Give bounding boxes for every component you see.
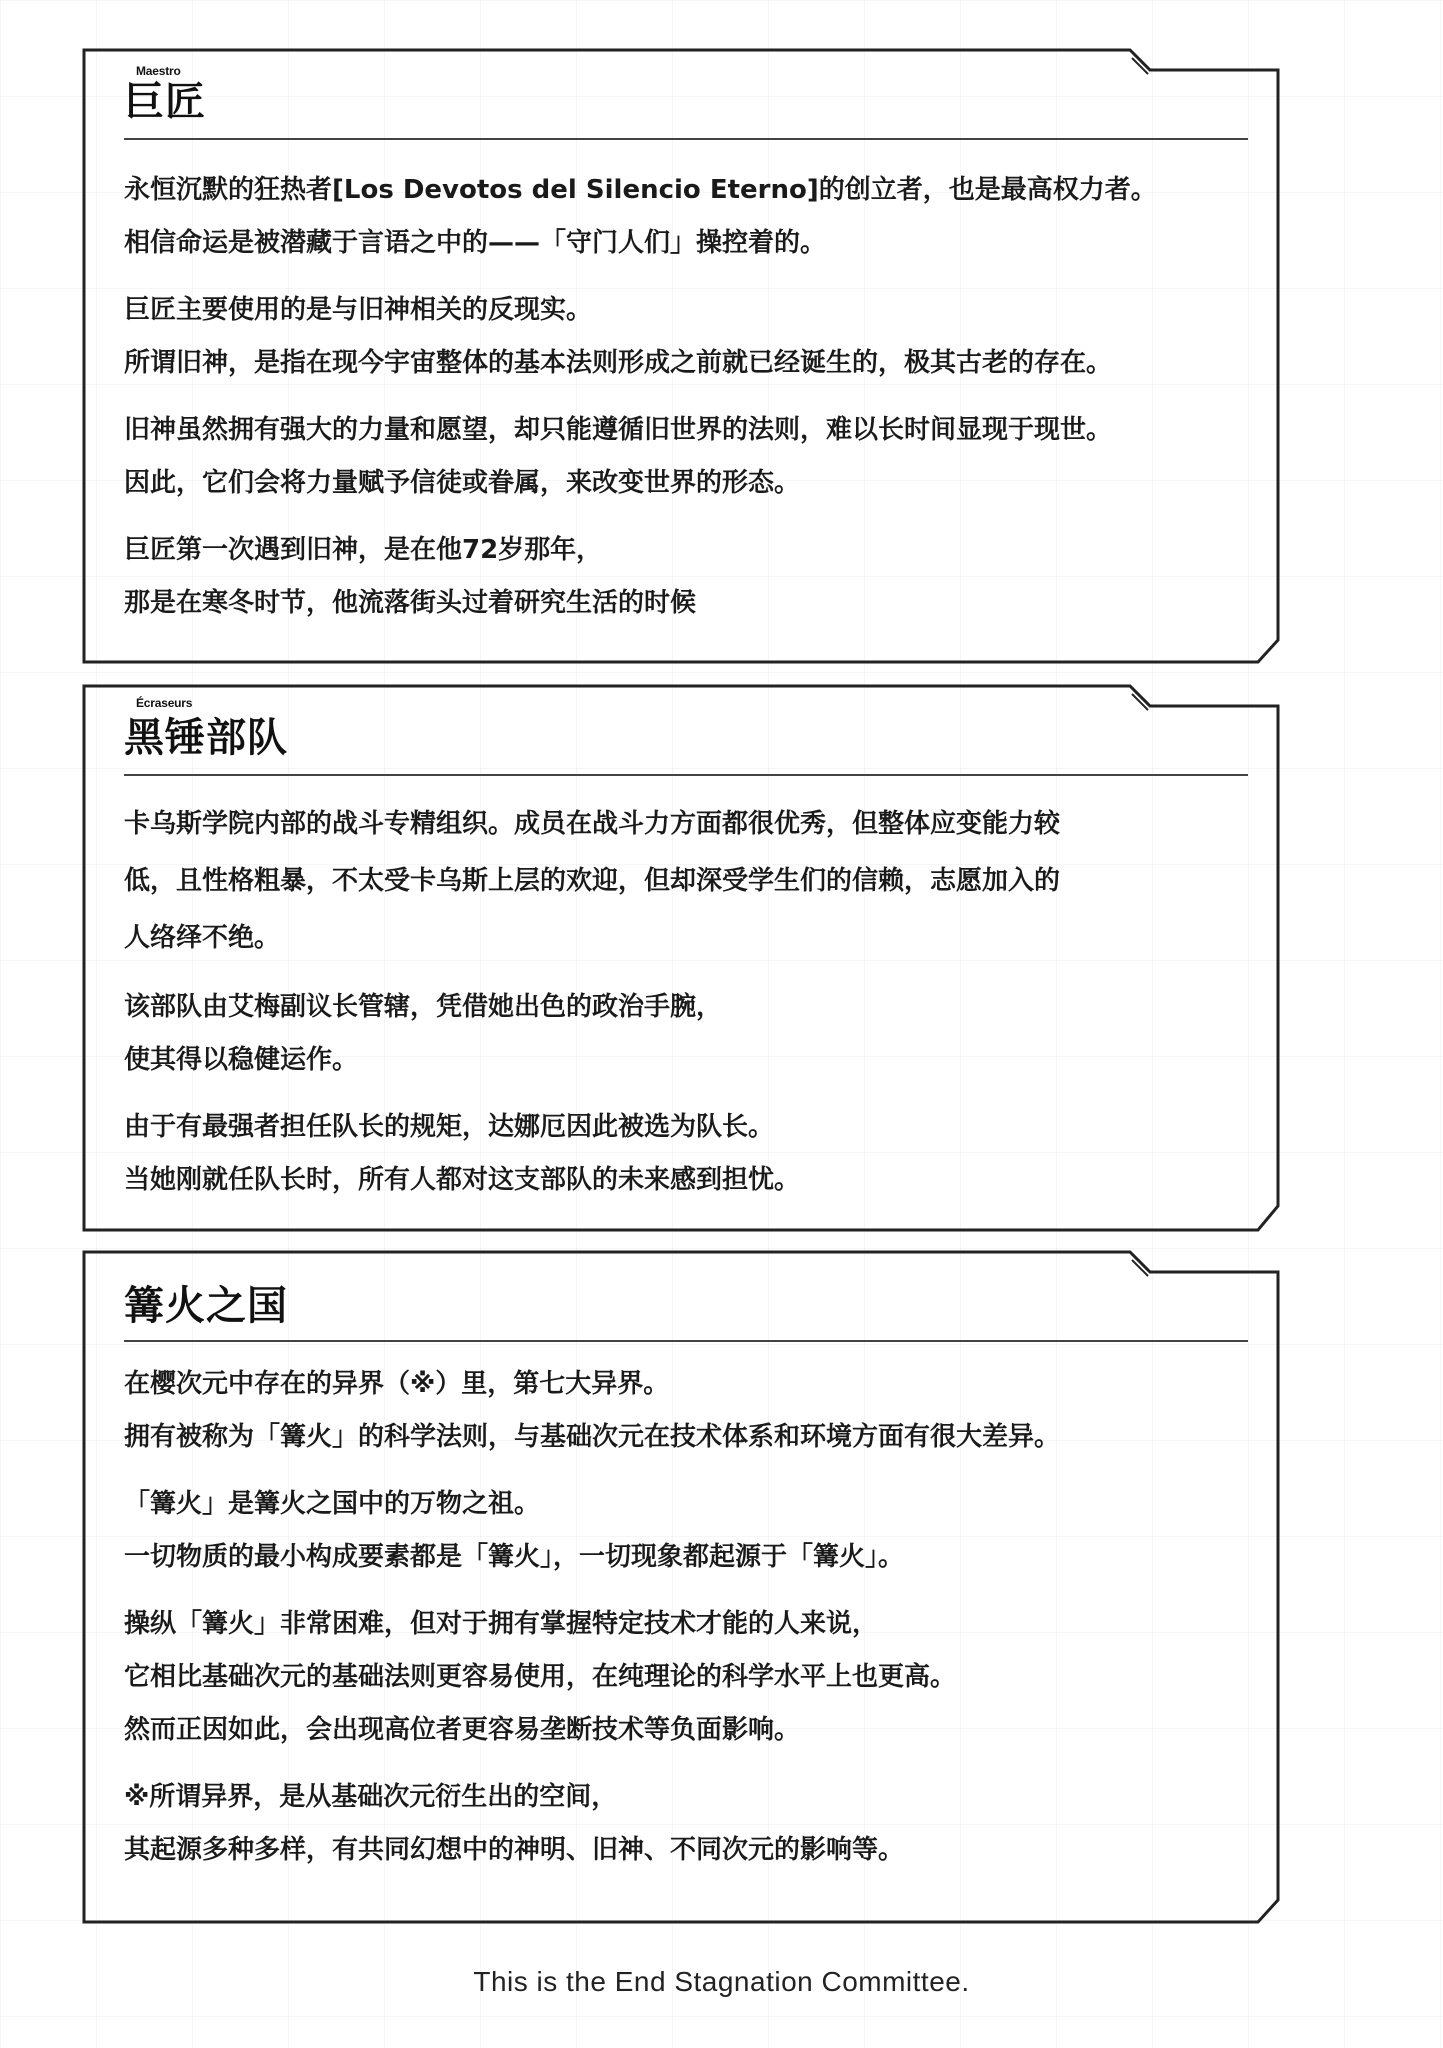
paragraph [124, 1598, 1272, 1757]
text-line: 一切物质的最小构成要素都是「篝火」，一切现象都起源于「篝火」。 [124, 1542, 905, 1572]
text-line: 由于有最强者担任队长的规矩，达娜厄因此被选为队长。 [124, 1112, 775, 1142]
text-line: 当她刚就任队长时，所有人都对这支部队的未来感到担忧。 [124, 1165, 801, 1195]
paragraph [124, 284, 1272, 390]
text-line: 它相比基础次元的基础法则更容易使用，在纯理论的科学水平上也更高。 [124, 1662, 957, 1692]
card-tag: Maestro [136, 64, 181, 78]
paragraph [124, 164, 1272, 270]
footer-caption: This is the End Stagnation Committee. [473, 1966, 970, 1997]
text-line: 巨匠第一次遇到旧神，是在他72岁那年， [124, 535, 603, 565]
card-title: 巨匠 [124, 79, 206, 125]
paragraph [124, 524, 1272, 630]
text-line: 永恒沉默的狂热者[Los Devotos del Silencio Eterno]的创立者，也是最高权力者。 [124, 175, 1157, 205]
text-line: 然而正因如此，会出现高位者更容易垄断技术等负面影响。 [124, 1715, 801, 1745]
card-body [124, 796, 1272, 1221]
paragraph [124, 404, 1272, 510]
text-line: 使其得以稳健运作。 [124, 1045, 359, 1075]
paragraph [124, 1478, 1272, 1584]
text-line: 低，且性格粗暴，不太受卡乌斯上层的欢迎，但却深受学生们的信赖，志愿加入的 [124, 866, 1061, 896]
text-line: 人络绎不绝。 [124, 923, 281, 953]
paragraph [124, 981, 1272, 1087]
text-line: 那是在寒冬时节，他流落街头过着研究生活的时候 [124, 588, 697, 618]
text-line: 旧神虽然拥有强大的力量和愿望，却只能遵循旧世界的法则，难以长时间显现于现世。 [124, 415, 1113, 445]
text-line: 卡乌斯学院内部的战斗专精组织。成员在战斗力方面都很优秀，但整体应变能力较 [124, 809, 1061, 839]
card-title: 篝火之国 [124, 1283, 288, 1329]
title-divider [124, 774, 1248, 776]
text-line: 「篝火」是篝火之国中的万物之祖。 [124, 1489, 541, 1519]
card-title: 黑锤部队 [124, 715, 288, 761]
card-bonfire-nation [82, 1250, 1280, 1926]
text-line: 相信命运是被潜藏于言语之中的——「守门人们」操控着的。 [124, 228, 827, 258]
card-maestro [82, 48, 1280, 668]
text-line: 拥有被称为「篝火」的科学法则，与基础次元在技术体系和环境方面有很大差异。 [124, 1422, 1061, 1452]
text-line: 其起源多种多样，有共同幻想中的神明、旧神、不同次元的影响等。 [124, 1835, 905, 1865]
card-body [124, 164, 1272, 644]
card-tag: Écraseurs [136, 696, 193, 710]
text-line: 所谓旧神，是指在现今宇宙整体的基本法则形成之前就已经诞生的，极其古老的存在。 [124, 348, 1113, 378]
title-divider [124, 138, 1248, 140]
paragraph [124, 1771, 1272, 1877]
text-line: 该部队由艾梅副议长管辖，凭借她出色的政治手腕， [124, 992, 723, 1022]
paragraph [124, 796, 1272, 967]
text-line: 巨匠主要使用的是与旧神相关的反现实。 [124, 295, 593, 325]
card-ecraseurs [82, 684, 1280, 1234]
title-divider [124, 1340, 1248, 1342]
text-line: 操纵「篝火」非常困难，但对于拥有掌握特定技术才能的人来说， [124, 1609, 879, 1639]
text-line: ※所谓异界，是从基础次元衍生出的空间， [124, 1782, 618, 1812]
text-line: 在樱次元中存在的异界（※）里，第七大异界。 [124, 1369, 670, 1399]
text-line: 因此，它们会将力量赋予信徒或眷属，来改变世界的形态。 [124, 468, 801, 498]
card-body [124, 1358, 1272, 1891]
paragraph [124, 1101, 1272, 1207]
paragraph [124, 1358, 1272, 1464]
